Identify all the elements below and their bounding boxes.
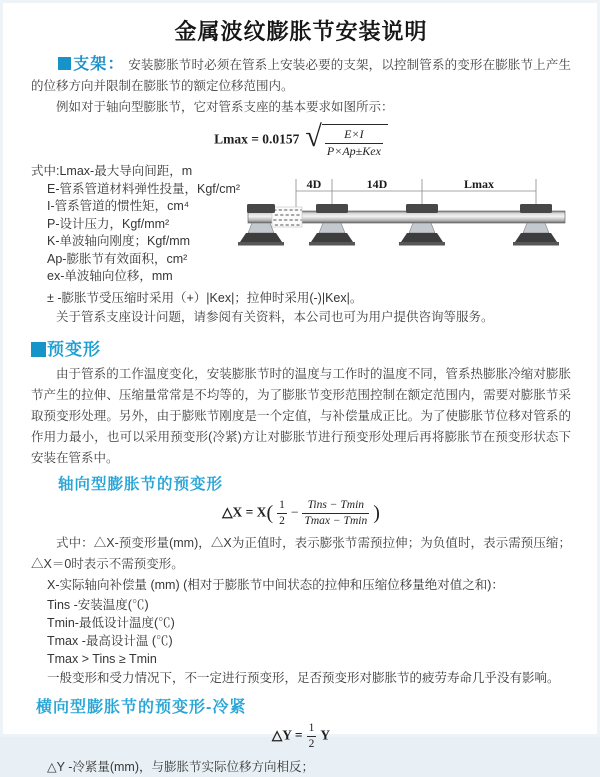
formula-lhs: Lmax = 0.0157 bbox=[214, 131, 300, 147]
support-example-line: 例如对于轴向型膨胀节，它对管系支座的基本要求如图所示： bbox=[56, 100, 394, 114]
pipe-support-diagram bbox=[247, 175, 567, 260]
formula-rhs: Y bbox=[320, 727, 331, 743]
guide-spacing-formula bbox=[31, 122, 571, 159]
formula-lhs: △X = X bbox=[222, 504, 267, 520]
fraction-denominator: P×Ap±Kex bbox=[326, 143, 381, 158]
axial-predeform-formula bbox=[31, 498, 571, 529]
axial-note-line: 一般变形和受力情况下，不一定进行预变形，足否预变形对膨胀节的疲劳寿命几乎没有影响。 bbox=[47, 670, 560, 685]
support-intro-paragraph bbox=[31, 54, 571, 97]
radicand bbox=[322, 124, 388, 159]
dim-label-lmax: Lmax bbox=[464, 177, 494, 191]
dim-label-14d: 14D bbox=[366, 177, 388, 191]
document-content bbox=[3, 3, 597, 777]
fraction-denominator: 2 bbox=[308, 737, 315, 750]
fraction-denominator: Tmax − Tmin bbox=[304, 514, 368, 527]
definition-line: K-单波轴向刚度；Kgf/mm bbox=[47, 234, 191, 249]
close-paren: ) bbox=[373, 501, 380, 524]
definition-line: 式中:Lmax-最大导向间距，m bbox=[31, 164, 193, 179]
axial-definition-line: Tmax > Tins ≥ Tmin bbox=[47, 651, 157, 666]
open-paren: ( bbox=[266, 501, 274, 524]
definition-line: ex-单波轴向位移，mm bbox=[47, 269, 173, 284]
sqrt-radical bbox=[305, 122, 387, 159]
pipe-support bbox=[399, 204, 445, 246]
definition-line: P-设计压力，Kgf/mm² bbox=[47, 216, 170, 231]
axial-formula-explanation: 式中：△X-预变形量(mm)，△X为正值时，表示膨张节需预拉伸；为负值时，表示需预压缩；△X＝0时表示不需预变形。 bbox=[31, 535, 571, 571]
blue-square-icon bbox=[58, 57, 71, 70]
support-intro-text: 安装膨胀节时必须在管系上安装必要的支架，以控制管系的变形在膨胀节上产生的位移方向并限制在膨胀节的额定位移范围内。 bbox=[31, 58, 571, 93]
axial-definition-line: X-实际轴向补偿量 (mm) (相对于膨胀节中间状态的拉伸和压缩位移量绝对值之和)： bbox=[47, 577, 504, 592]
fraction bbox=[325, 127, 383, 159]
fraction-numerator: 1 bbox=[277, 498, 287, 514]
fraction-numerator: E×I bbox=[325, 127, 383, 144]
pipe-support bbox=[309, 204, 355, 246]
definition-line: E-管系管道材料弹性投量，Kgf/cm² bbox=[47, 181, 241, 196]
fraction-numerator: 1 bbox=[307, 721, 317, 737]
pipe-support bbox=[513, 204, 559, 246]
definition-line: Ap-膨胀节有效面积，cm² bbox=[47, 251, 188, 266]
fraction-denominator: 2 bbox=[279, 514, 285, 527]
bellows-icon bbox=[272, 207, 302, 227]
lateral-predeform-formula bbox=[31, 721, 571, 752]
lateral-predeform-heading: 横向型膨胀节的预变形-冷紧 bbox=[36, 698, 247, 716]
axial-definition-line: Tins -安装温度(℃) bbox=[47, 597, 149, 612]
temperature-fraction bbox=[302, 498, 369, 529]
one-half-fraction bbox=[307, 721, 317, 752]
predeform-section-heading bbox=[31, 335, 571, 360]
sqrt-icon: √ bbox=[305, 120, 322, 153]
one-half-fraction bbox=[277, 498, 287, 529]
plusminus-note: ± -膨胀节受压缩时采用（+）|Kex|；拉伸时采用(-)|Kex|。 bbox=[47, 290, 363, 305]
predeform-heading-label: 预变形 bbox=[47, 339, 101, 359]
page-title: 金属波纹膨胀节安装说明 bbox=[174, 19, 428, 44]
minus-sign: − bbox=[290, 504, 299, 520]
axial-predeform-heading: 轴向型膨胀节的预变形 bbox=[58, 475, 224, 493]
axial-definition-line: Tmin-最低设计温度(℃) bbox=[47, 615, 175, 630]
blue-square-icon bbox=[31, 342, 46, 357]
dim-label-4d: 4D bbox=[306, 177, 322, 191]
fraction-numerator: Tins − Tmin bbox=[302, 498, 369, 514]
definition-line: I-管系管道的惯性矩，cm⁴ bbox=[47, 199, 190, 214]
formula-lhs: △Y = bbox=[271, 727, 303, 743]
predeform-paragraph: 由于管系的工作温度变化，安装膨胀节时的温度与工作时的温度不同，管系热膨胀冷缩对膨胀节产生的拉伸、压缩量常常是不均等的，为了膨胀节变形范围控制在额定范围内，需要对膨胀节采取预变形处理。另外，由于膨账节刚度是一个定值，与补偿量成正比。为了使膨胀节位移对管系的作用力最小，也可以采用预变形(冷紧)方让对膨胀节进行预变形处理后再将膨胀节在预变形状态下安装在管系中。 bbox=[31, 366, 571, 465]
lateral-note: △Y -冷紧量(mm)，与膨胀节实际位移方向相反； bbox=[47, 760, 315, 775]
support-heading-label: 支架： bbox=[73, 56, 125, 73]
axial-definition-line: Tmax -最高设计温 (℃) bbox=[47, 633, 173, 648]
consult-note: 关于管系支座设计问题，请参阅有关资料，本公司也可为用户提供咨询等服务。 bbox=[56, 309, 494, 324]
support-heading bbox=[58, 56, 125, 73]
